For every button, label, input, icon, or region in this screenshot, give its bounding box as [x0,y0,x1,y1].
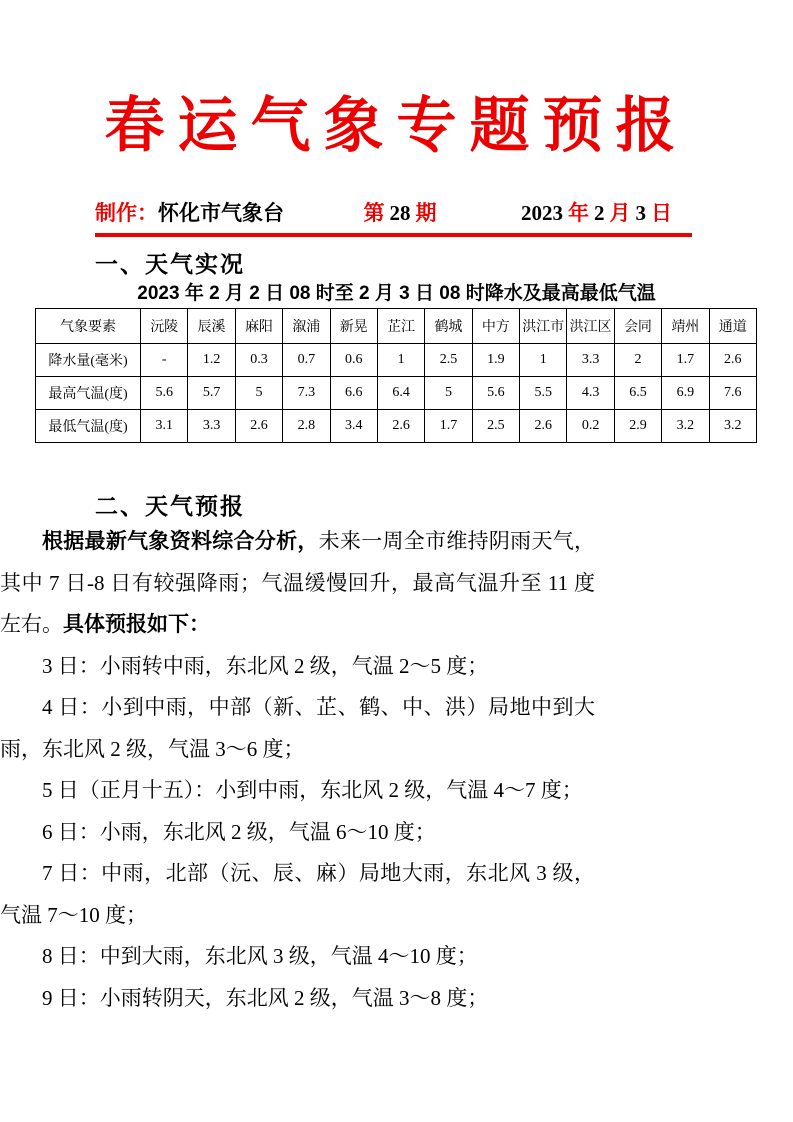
table-cell: 1 [520,344,567,377]
table-header-cell: 溆浦 [283,309,330,344]
document-title: 春运气象专题预报 [104,93,689,159]
table-header-cell: 洪江区 [567,309,614,344]
table-row [36,344,757,377]
table-cell: 5 [425,377,472,410]
table-header-cell: 新晃 [330,309,377,344]
table-cell: 1.7 [662,344,709,377]
table-cell: 7.6 [709,377,757,410]
table-cell: 2.8 [283,410,330,443]
section1-heading: 一、天气实况 [95,251,245,277]
date-year: 2023 [521,201,563,225]
table-cell: 7.3 [283,377,330,410]
forecast-line: 4 日：小到中雨，中部（新、芷、鹤、中、洪）局地中到大雨，东北风 2 级，气温 3～6 度； [0,695,595,761]
weather-table-body [36,309,757,443]
issue-prefix: 第 [363,202,385,225]
forecast-line: 7 日：中雨，北部（沅、辰、麻）局地大雨，东北风 3 级，气温 7～10 度； [0,861,595,927]
table-cell: 6.5 [614,377,661,410]
forecast-intro [0,521,595,646]
table-header-cell: 靖州 [662,309,709,344]
table-header-cell: 鹤城 [425,309,472,344]
row-label: 最低气温(度) [36,410,141,443]
forecast-line: 3 日：小雨转中雨，东北风 2 级，气温 2～5 度； [42,653,489,678]
section2-heading: 二、天气预报 [95,493,245,520]
table-cell: 0.7 [283,344,330,377]
table-row [36,410,757,443]
table-row [36,377,757,410]
table-cell: 2.6 [709,344,757,377]
table-cell: 3.3 [567,344,614,377]
table-cell: 6.6 [330,377,377,410]
producer-label: 制作： [95,202,158,225]
table-cell: 3.2 [662,410,709,443]
table-cell: 3.3 [188,410,235,443]
table-cell: 2.6 [520,410,567,443]
header-divider [95,233,692,237]
table-cell: 5.7 [188,377,235,410]
table-cell: 0.2 [567,410,614,443]
table-cell: 1 [377,344,424,377]
forecast-list [0,646,793,1020]
table-title: 2023 年 2 月 2 日 08 时至 2 月 3 日 08 时降水及最高最低气温 [137,282,656,304]
forecast-line: 9 日：小雨转阴天，东北风 2 级，气温 3～8 度； [42,985,489,1010]
table-cell: 2.6 [377,410,424,443]
date-day-unit: 日 [651,202,672,225]
table-header-cell: 会同 [614,309,661,344]
table-cell: 2.6 [235,410,282,443]
forecast-line: 8 日：中到大雨，东北风 3 级，气温 4～10 度； [42,944,478,969]
forecast-intro-body: 未来一周全市维持阴雨天气，其中 7 日-8 日有较强降雨；气温缓慢回升，最高气温升至 11 度左右。 [0,529,595,637]
date-month-unit: 月 [609,202,631,225]
issue-suffix: 期 [415,202,437,225]
table-header-cell: 气象要素 [36,309,141,344]
table-cell: 0.6 [330,344,377,377]
table-cell: 3.4 [330,410,377,443]
table-cell: 4.3 [567,377,614,410]
issue-value: 28 [389,201,411,225]
forecast-line: 5 日（正月十五）：小到中雨，东北风 2 级，气温 4～7 度； [42,778,583,803]
table-cell: 5.5 [520,377,567,410]
table-header-cell: 通道 [709,309,757,344]
table-header-cell: 辰溪 [188,309,235,344]
table-cell: 6.9 [662,377,709,410]
table-cell: 2 [614,344,661,377]
table-cell: 3.2 [709,410,757,443]
table-header-cell: 芷江 [377,309,424,344]
producer [95,197,284,227]
table-cell: - [141,344,188,377]
date-day: 3 [635,201,646,225]
table-cell: 0.3 [235,344,282,377]
table-header-cell: 沅陵 [141,309,188,344]
issue-number [364,197,437,227]
table-cell: 3.1 [141,410,188,443]
table-header-row [36,309,757,344]
forecast-intro-lead: 根据最新气象资料综合分析， [42,530,319,554]
table-cell: 5 [235,377,282,410]
table-cell: 2.5 [472,410,519,443]
table-header-cell: 洪江市 [520,309,567,344]
table-header-cell: 中方 [472,309,519,344]
table-cell: 1.2 [188,344,235,377]
table-cell: 6.4 [377,377,424,410]
meta-row [95,197,690,227]
table-cell: 1.9 [472,344,519,377]
table-header-cell: 麻阳 [235,309,282,344]
date-month: 2 [594,201,605,225]
table-cell: 5.6 [141,377,188,410]
weather-observation-table [35,308,757,443]
row-label: 最高气温(度) [36,377,141,410]
table-cell: 1.7 [425,410,472,443]
table-cell: 5.6 [472,377,519,410]
forecast-line: 6 日：小雨，东北风 2 级，气温 6～10 度； [42,819,436,844]
table-cell: 2.9 [614,410,661,443]
producer-value: 怀化市气象台 [158,202,284,225]
forecast-intro-tail: 具体预报如下： [63,613,210,637]
issue-date [516,197,672,227]
date-year-unit: 年 [568,202,589,225]
table-cell: 2.5 [425,344,472,377]
row-label: 降水量(毫米) [36,344,141,377]
